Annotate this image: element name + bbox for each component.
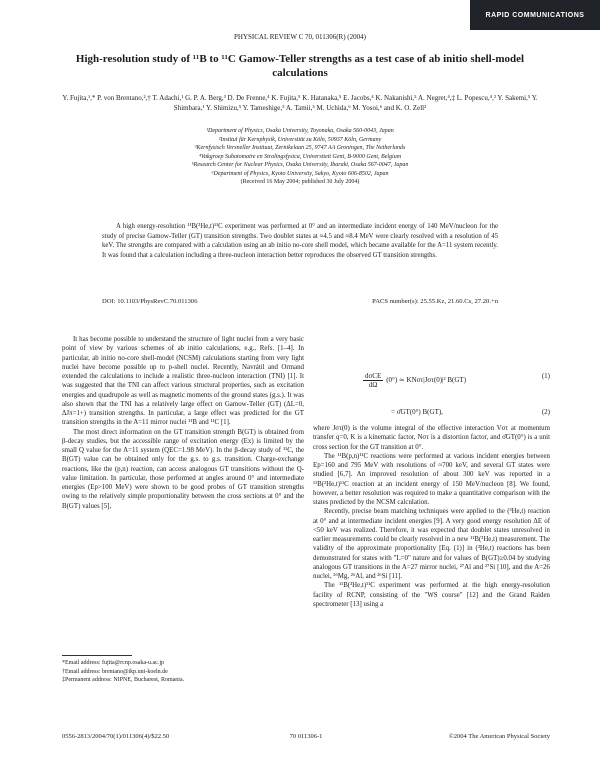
body-paragraph: It has become possible to understand the structure of light nuclei from a very basic point of view by various schemes of ab initio calculations, e.g., Refs. [1–4]. In particular, ab initio no-core shell-model (NCSM) calculations starting from very light nuclei have become possible up to p-shell nuclei. Recently, Navrátil and Ormand extended the calculations to include a realistic three-nucleon interaction (TNI) [1]. It was suggested that the TNI can affect various structural properties, such as excitation energies and quadrupole as well as magnetic moments of the ground states (g.s.). It was also shown that the TNI has a relatively large effect on Gamow-Teller (GT) (ΔL=0, ΔJπ=1+) transition strengths. In particular, a large effect was predicted for the GT transition strengths in the A=11 mirror nuclei ¹¹B and ¹¹C [1]. [62, 336, 304, 427]
body-paragraph: The most direct information on the GT transition strength B(GT) is obtained from β-decay studies, but the accessible range of excitation energy (Ex) is limited by the small Q value for the A=11 system (QEC=1.98 MeV). In the β-decay study of ¹¹C, the B(GT) value can be obtained only for the g.s. to g.s. transition. Charge-exchange reactions, like the (p,n) reaction, can access analogous GT transitions without the Q-value limitation. In particular, those performed at angles around 0° and intermediate energies (Ep>100 MeV) were shown to be good probes of GT transition strengths owing to the relatively simple proportionality between the cross sections at 0° and the B(GT) values [5], [62, 428, 304, 510]
equation-number: (2) [541, 408, 550, 416]
fraction-denominator: dΩ [368, 381, 378, 389]
equation-body: = σ̂GT(0°) B(GT), [391, 408, 443, 416]
paper-title: High-resolution study of ¹¹B to ¹¹C Gamow-Teller strengths as a test case of ab initio shell-model calculations [75, 53, 525, 79]
affiliations [80, 127, 520, 187]
body-paragraph: The ¹¹B(p,n)¹¹C reactions were performed at various incident energies between Ep=160 and 795 MeV with resolutions of ≈700 keV, and several GT states were studied [6,7]. An improved resolution of about 300 keV was reported in a ¹¹B(³He,t)¹¹C reaction at an incident energy of 150 MeV/nucleon [8]. We found, however, a better resolution was required to make a quantitative comparison with the states predicted by the NCSM calculation. [313, 452, 550, 506]
page-number: 70 011306-1 [289, 733, 323, 740]
footnotes [62, 659, 304, 685]
received-dates: (Received 16 May 2004; published 30 July 2004) [240, 179, 360, 185]
body-paragraph: where Jστ(0) is the volume integral of the effective interaction Vστ at momentum transfer q=0, K is a kinematic factor, Nστ is a distortion factor, and σ̂GT(0°) is a unit cross section for the GT transition at 0°. [313, 425, 550, 451]
doi-row [102, 298, 498, 305]
issn-code: 0556-2813/2004/70(1)/011306(4)/$22.50 [62, 733, 170, 740]
equation-number: (1) [541, 372, 550, 380]
body-paragraph: The ¹¹B(³He,t)¹¹C experiment was performed at the high energy-resolution facility of RCNP, consisting of the "WS course" [12] and the Grand Raiden spectrometer [13] using a [313, 582, 550, 608]
footnote-rule [62, 655, 132, 656]
left-column [62, 335, 304, 511]
cross-section-fraction [363, 372, 383, 389]
footnote: †Email address: brentano@ikp.uni-koeln.de [62, 668, 168, 675]
affiliation: ⁴Vakgroep Subatomaire en Stralingsfysica, Universiteit Gent, B-9000 Gent, Belgium [198, 153, 402, 160]
right-column [313, 424, 550, 609]
affiliation: ⁵Research Center for Nuclear Physics, Osaka University, Ibaraki, Osaka 567-0047, Japan [191, 162, 409, 168]
fraction-numerator: dσCE [365, 372, 382, 380]
copyright: ©2004 The American Physical Society [448, 733, 550, 740]
author-list: Y. Fujita,¹,* P. von Brentano,²,† T. Adachi,¹ G. P. A. Berg,³ D. De Frenne,⁴ K. Fujita,⁵ K. Hatanaka,⁵ E. Jacobs,⁴ K. Nakanishi,⁵ A. Negret,⁴,‡ L. Popescu,⁴,² Y. Sakemi,⁵ Y. Shimbara,¹ Y. Shimizu,⁵ Y. Tameshige,⁵ A. Tamii,⁵ M. Uchida,⁶ M. Yosoi,⁶ and K. O. Zell² [62, 94, 538, 112]
doi[interactable]: DOI: 10.1103/PhysRevC.70.011306 [102, 298, 198, 305]
abstract: A high energy-resolution ¹¹B(³He,t)¹¹C experiment was performed at 0° and an intermediate incident energy of 140 MeV/nucleon for the study of precise Gamow-Teller (GT) transition strengths. Two doublet states at ≈4.5 and ≈8.4 MeV were clearly resolved with a resolution of 45 keV. The strengths are compared with a calculation using an ab initio no-core shell model, which became available for the A=11 system recently. It was found that a calculation including a three-nucleon interaction better reproduces the observed GT transition strengths. [102, 223, 498, 259]
footnote: *Email address: fujita@rcnp.osaka-u.ac.jp [62, 660, 164, 666]
rapid-communications-tab: RAPID COMMUNICATIONS [470, 0, 600, 30]
pacs-numbers: PACS number(s): 25.55.Kz, 21.60.Cs, 27.20.+n [372, 298, 498, 305]
body-paragraph: Recently, precise beam matching techniques were applied to the (³He,t) reaction at 0° and at intermediate incident energies [9]. A very good energy resolution ΔE of <50 keV was realized. Therefore, it was expected that doublet states unresolved in earlier measurements could be clearly resolved in a new ¹¹B(³He,t) measurement. The validity of the approximate proportionality [Eq. (1)] in (³He,t) reactions has been demonstrated for states with "L=0" nature and for values of B(GT)≥0.04 by studying analogous GT transitions in the A=27 mirror nuclei, ²⁷Al and ²⁷Si [10], and the A=26 nuclei, ²⁶Mg, ²⁶Al, and ²⁶Si [11]. [313, 508, 550, 580]
footnote: ‡Permanent address: NIPNE, Bucharest, Romania. [62, 677, 185, 683]
journal-header: PHYSICAL REVIEW C 70, 011306(R) (2004) [234, 33, 366, 41]
equation-body: (0°) ≃ KNστ|Jστ(0)|² B(GT) [386, 376, 467, 385]
affiliation: ¹Department of Physics, Osaka University, Toyonaka, Osaka 560-0043, Japan [206, 128, 394, 134]
affiliation: ²Institut für Kernphysik, Universität zu Köln, 50937 Köln, Germany [218, 136, 382, 143]
affiliation: ³Kernfysisch Versneller Instituut, Zernikelaan 25, 9747 AA Groningen, The Netherlands [194, 145, 406, 151]
affiliation: ⁶Department of Physics, Kyoto University, Sakyo, Kyoto 606-8502, Japan [211, 170, 389, 177]
